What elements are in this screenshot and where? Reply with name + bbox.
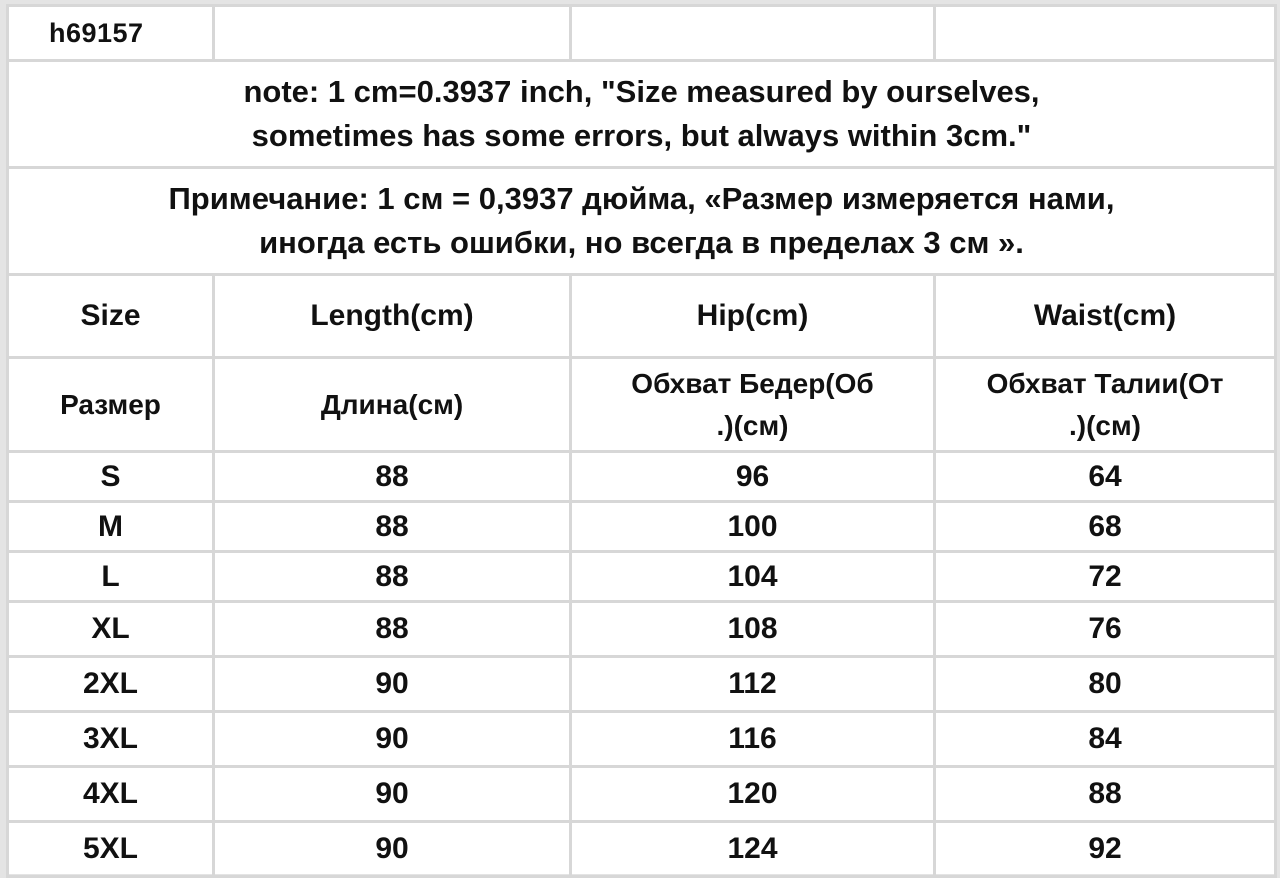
table-row: [8, 502, 1276, 552]
header-waist-ru: [935, 358, 1276, 452]
header-hip: Hip(cm): [571, 275, 935, 358]
hip-cell: 116: [571, 712, 935, 767]
waist-cell: 72: [935, 552, 1276, 602]
russian-note-row: [8, 168, 1276, 275]
size-chart-table: [6, 4, 1277, 878]
size-cell: L: [8, 552, 214, 602]
header-size-ru-text: Размер: [60, 388, 161, 420]
size-cell: M: [8, 502, 214, 552]
header-hip-ru-line-1: Обхват Бедер(Об: [631, 367, 874, 399]
table-row: [8, 822, 1276, 877]
waist-cell: 68: [935, 502, 1276, 552]
length-cell: 88: [214, 552, 571, 602]
table-row: [8, 552, 1276, 602]
length-cell: 88: [214, 452, 571, 502]
size-cell: 5XL: [8, 822, 214, 877]
empty-cell: [935, 6, 1276, 61]
english-note-line-1: note: 1 cm=0.3937 inch, "Size measured by ourselves,: [243, 74, 1040, 109]
product-id-row: [8, 6, 1276, 61]
hip-cell: 112: [571, 657, 935, 712]
size-cell: 4XL: [8, 767, 214, 822]
hip-cell: 96: [571, 452, 935, 502]
length-cell: 88: [214, 502, 571, 552]
english-header-row: [8, 275, 1276, 358]
size-cell: S: [8, 452, 214, 502]
length-cell: 90: [214, 822, 571, 877]
length-cell: 90: [214, 767, 571, 822]
product-id: h69157: [8, 6, 214, 61]
length-cell: 90: [214, 712, 571, 767]
empty-cell: [571, 6, 935, 61]
table-row: [8, 602, 1276, 657]
hip-cell: 100: [571, 502, 935, 552]
waist-cell: 76: [935, 602, 1276, 657]
header-waist: Waist(cm): [935, 275, 1276, 358]
header-length-ru-text: Длина(см): [320, 388, 464, 420]
english-note: [8, 61, 1276, 168]
length-cell: 88: [214, 602, 571, 657]
table-row: [8, 767, 1276, 822]
header-size-ru: [8, 358, 214, 452]
length-cell: 90: [214, 657, 571, 712]
hip-cell: 104: [571, 552, 935, 602]
header-size: Size: [8, 275, 214, 358]
size-cell: 3XL: [8, 712, 214, 767]
size-cell: 2XL: [8, 657, 214, 712]
russian-note-line-2: иногда есть ошибки, но всегда в пределах 3 см ».: [259, 225, 1024, 260]
waist-cell: 84: [935, 712, 1276, 767]
header-length: Length(cm): [214, 275, 571, 358]
table-row: [8, 712, 1276, 767]
russian-note: [8, 168, 1276, 275]
waist-cell: 80: [935, 657, 1276, 712]
russian-header-row: [8, 358, 1276, 452]
header-waist-ru-line-1: Обхват Талии(От: [986, 367, 1224, 399]
english-note-line-2: sometimes has some errors, but always within 3cm.": [251, 118, 1032, 153]
header-hip-ru: [571, 358, 935, 452]
hip-cell: 120: [571, 767, 935, 822]
waist-cell: 64: [935, 452, 1276, 502]
size-cell: XL: [8, 602, 214, 657]
empty-cell: [214, 6, 571, 61]
hip-cell: 108: [571, 602, 935, 657]
waist-cell: 92: [935, 822, 1276, 877]
russian-note-line-1: Примечание: 1 см = 0,3937 дюйма, «Размер измеряется нами,: [168, 181, 1115, 216]
header-length-ru: [214, 358, 571, 452]
hip-cell: 124: [571, 822, 935, 877]
english-note-row: [8, 61, 1276, 168]
table-row: [8, 452, 1276, 502]
header-hip-ru-line-2: .)(см): [716, 409, 789, 441]
table-row: [8, 657, 1276, 712]
header-waist-ru-line-2: .)(см): [1068, 409, 1142, 441]
waist-cell: 88: [935, 767, 1276, 822]
